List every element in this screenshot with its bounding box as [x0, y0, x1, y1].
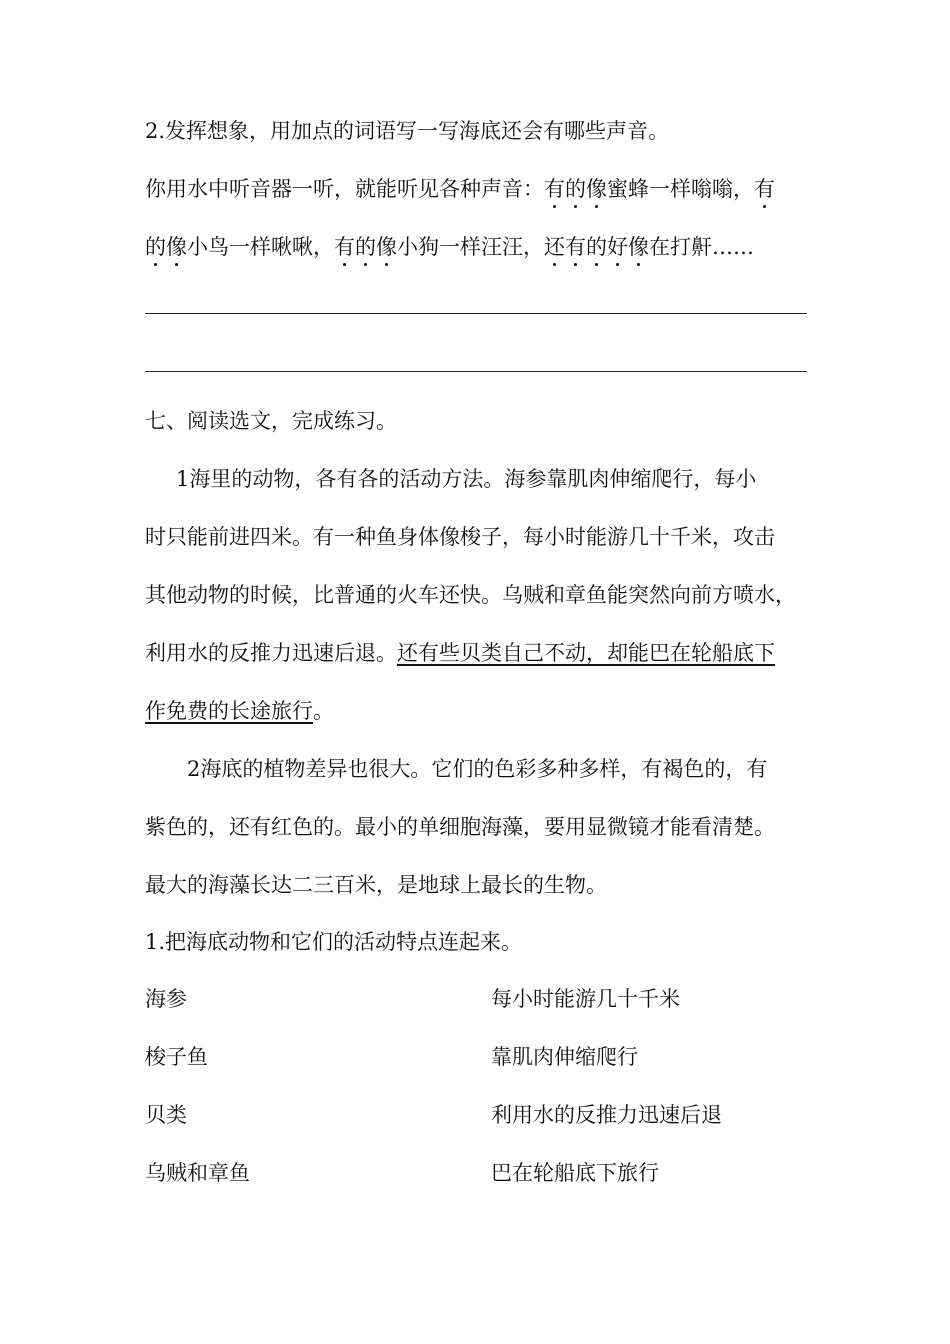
- animal-item[interactable]: 贝类: [145, 1103, 187, 1127]
- dotted-word: [544, 235, 649, 259]
- example-sentence-line-1: [145, 174, 810, 204]
- passage-para2-line1: 2海底的植物差异也很大。它们的色彩多种多样，有褐色的，有: [187, 757, 768, 781]
- dotted-word: [754, 177, 775, 201]
- animal-item[interactable]: 乌贼和章鱼: [145, 1161, 250, 1185]
- trait-item[interactable]: 利用水的反推力迅速后退: [491, 1103, 722, 1127]
- passage-para1-line5: [145, 696, 810, 726]
- passage-para1-line1: 1海里的动物，各有各的活动方法。海参靠肌肉伸缩爬行，每小: [176, 467, 757, 491]
- passage-para2-line2: 紫色的，还有红色的。最小的单细胞海藻，要用显微镜才能看清楚。: [145, 815, 775, 839]
- emphasis-dot-char: 有: [334, 235, 355, 259]
- passage-text: 。: [313, 699, 334, 723]
- emphasis-dot-char: 有: [565, 235, 586, 259]
- section-7-heading: 七、阅读选文，完成练习。: [145, 409, 397, 433]
- passage-para1-line3: 其他动物的时候，比普通的火车还快。乌贼和章鱼能突然向前方喷水，: [145, 583, 796, 607]
- passage-para1-line2: 时只能前进四米。有一种鱼身体像梭子，每小时能游几十千米，攻击: [145, 525, 775, 549]
- emphasis-dot-char: 好: [607, 235, 628, 259]
- emphasis-dot-char: 像: [166, 235, 187, 259]
- emphasis-dot-char: 有: [754, 177, 775, 201]
- answer-line-2[interactable]: [145, 371, 807, 372]
- emphasis-dot-char: 有: [544, 177, 565, 201]
- emphasis-dot-char: 像: [628, 235, 649, 259]
- matching-row: [145, 1042, 810, 1072]
- example-text: 你用水中听音器一听，就能听见各种声音：: [145, 177, 544, 201]
- underlined-sentence: 作免费的长途旅行: [145, 699, 313, 723]
- passage-para1-line4: [145, 638, 810, 668]
- animal-item[interactable]: 梭子鱼: [145, 1045, 208, 1069]
- answer-line-1[interactable]: [145, 313, 807, 314]
- example-text: 在打鼾……: [649, 235, 754, 259]
- question-1-prompt: 1.把海底动物和它们的活动特点连起来。: [145, 930, 523, 954]
- example-sentence-line-2: [145, 232, 810, 262]
- trait-item[interactable]: 巴在轮船底下旅行: [491, 1161, 659, 1185]
- emphasis-dot-char: 的: [586, 235, 607, 259]
- emphasis-dot-char: 的: [565, 177, 586, 201]
- matching-row: [145, 1100, 810, 1130]
- matching-row: [145, 1158, 810, 1188]
- dotted-word: [334, 235, 397, 259]
- emphasis-dot-char: 的: [355, 235, 376, 259]
- example-text: 小鸟一样啾啾，: [187, 235, 334, 259]
- emphasis-dot-char: 的: [145, 235, 166, 259]
- example-text: 蜜蜂一样嗡嗡，: [607, 177, 754, 201]
- trait-item[interactable]: 靠肌肉伸缩爬行: [491, 1045, 638, 1069]
- example-text: 小狗一样汪汪，: [397, 235, 544, 259]
- emphasis-dot-char: 像: [376, 235, 397, 259]
- question-2-prompt: 2.发挥想象，用加点的词语写一写海底还会有哪些声音。: [145, 119, 670, 143]
- trait-item[interactable]: 每小时能游几十千米: [491, 987, 680, 1011]
- animal-item[interactable]: 海参: [145, 987, 187, 1011]
- passage-para2-line3: 最大的海藻长达二三百米，是地球上最长的生物。: [145, 873, 607, 897]
- matching-row: [145, 984, 810, 1014]
- passage-text: 利用水的反推力迅速后退。: [145, 641, 397, 665]
- emphasis-dot-char: 还: [544, 235, 565, 259]
- emphasis-dot-char: 像: [586, 177, 607, 201]
- dotted-word: [544, 177, 607, 201]
- underlined-sentence: 还有些贝类自己不动，却能巴在轮船底下: [397, 641, 775, 665]
- dotted-word: [145, 235, 187, 259]
